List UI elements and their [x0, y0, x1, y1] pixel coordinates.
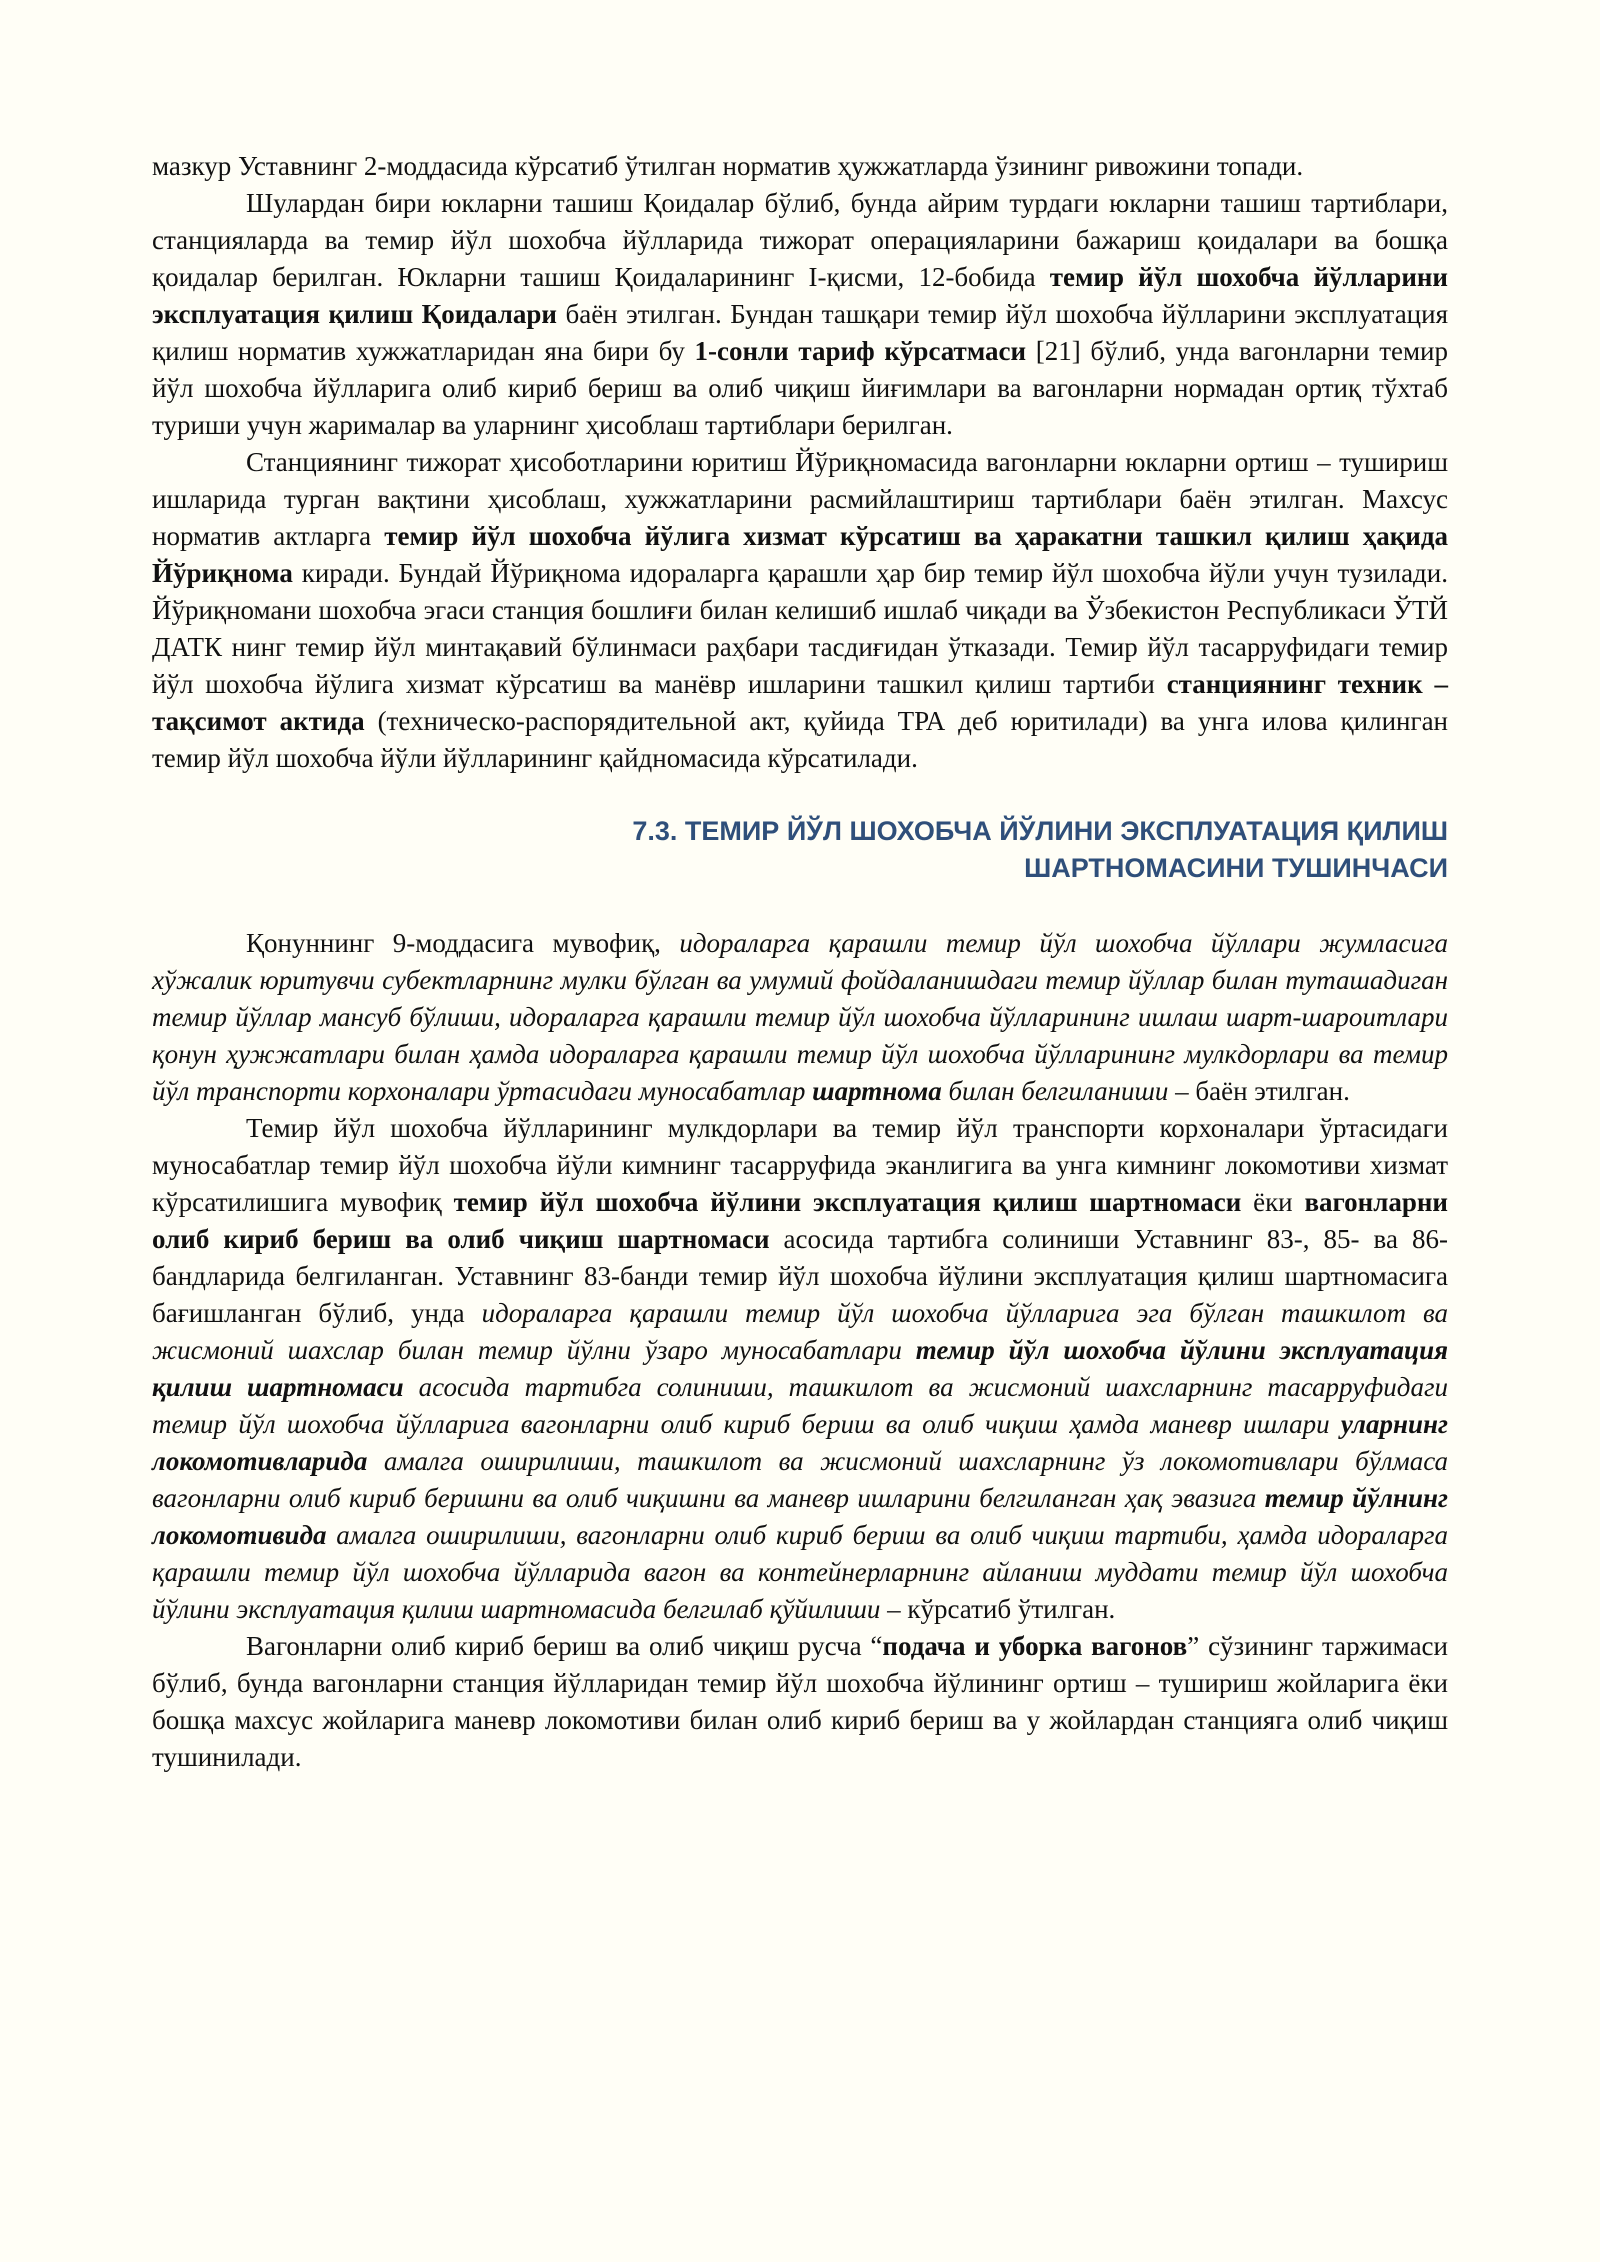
- paragraph-law-article: [152, 925, 1448, 1110]
- text: киради. Бундай Йўриқнома идораларга қарашли ҳар бир темир йўл шохобча йўли учун тузилади. Йўриқномани шохобча эгаси станция бошлиғи билан келишиб ишлаб чиқади ва Ўзбекистон Республикаси ЎТЙ ДАТК нинг темир йўл минтақавий бўлинмаси раҳбари тасдиғидан ўтказади. Темир йўл тасарруфидаги темир йўл шохобча йўлига хизмат кўрсатиш ва манёвр ишларини ташкил қилиш тартиби: [152, 558, 1448, 699]
- paragraph-intro: [152, 148, 1448, 185]
- text: асосида тартибга солиниши Уставнинг 83-, 85- ва 86-бандларида белгиланган. Уставнинг 83-банди темир йўл шохобча йўлини эксплуатация қилиш шартномасига бағишланган бўлиб, унда: [152, 1224, 1448, 1328]
- text: Вагонларни олиб кириб бериш ва олиб чиқиш русча “: [246, 1631, 883, 1661]
- section-heading-line1: 7.3. ТЕМИР ЙЎЛ ШОХОБЧА ЙЎЛИНИ ЭКСПЛУАТАЦИЯ ҚИЛИШ: [632, 816, 1448, 846]
- text: – кўрсатиб ўтилган.: [880, 1594, 1116, 1624]
- bold-italic-term: шартнома: [812, 1076, 942, 1106]
- text: Станциянинг тижорат ҳисоботларини юритиш Йўриқномасида вагонларни юкларни ортиш – тушириш ишларида турган вақтини ҳисоблаш, хужжатларини расмийлаштириш тартиблари баён этилган. Махсус норматив актларга: [152, 447, 1448, 551]
- text: Қонуннинг 9-моддасига мувофиқ,: [246, 928, 680, 958]
- italic-text: идораларга қарашли темир йўл шохобча йўлларига эга бўлган ташкилот ва жисмоний шахслар билан темир йўлни ўзаро муносабатлари: [152, 1298, 1448, 1365]
- bold-term: темир йўл шохобча йўлларини эксплуатация қилиш Қоидалари: [152, 262, 1448, 329]
- bold-term: 1-сонли тариф кўрсатмаси: [694, 336, 1027, 366]
- text: ” сўзининг таржимаси бўлиб, бунда вагонларни станция йўлларидан темир йўл шохобча йўлининг ортиш – тушириш жойларига ёки бошқа махсус жойларига маневр локомотиви билан олиб кириб бериш ва у жойлардан станцияга олиб чиқиш тушинилади.: [152, 1631, 1448, 1772]
- text: – баён этилган.: [1168, 1076, 1350, 1106]
- bold-italic-term: темир йўл шохобча йўлини эксплуатация қилиш шартномаси: [152, 1335, 1449, 1402]
- bold-term: вагонларни олиб кириб бериш ва олиб чиқиш шартномаси: [152, 1187, 1448, 1254]
- paragraph-contracts: [152, 1110, 1448, 1628]
- bold-italic-term: темир йўлнинг локомотивида: [152, 1483, 1448, 1550]
- text: Шулардан бири юкларни ташиш Қоидалар бўлиб, бунда айрим турдаги юкларни ташиш тартиблари, станцияларда ва темир йўл шохобча йўлларида тижорат операцияларини бажариш қоидалари ва бошқа қоидалар берилган. Юкларни ташиш Қоидаларининг I-қисми, 12-бобида: [152, 188, 1448, 292]
- italic-text: билан белгиланиши: [941, 1076, 1169, 1106]
- bold-term: подача и уборка вагонов: [882, 1631, 1188, 1661]
- paragraph-instructions: [152, 444, 1448, 777]
- text: [21] бўлиб, унда вагонларни темир йўл шохобча йўлларига олиб кириб бериш ва олиб чиқиш йиғимлари ва вагонларни нормадан ортиқ тўхтаб туриши учун жарималар ва уларнинг ҳисоблаш тартиблари берилган.: [152, 336, 1449, 440]
- italic-text: амалга оширилиши, вагонларни олиб кириб бериш ва олиб чиқиш тартиби, ҳамда идораларга қарашли темир йўл шохобча йўлларида вагон ва контейнерларнинг айланиш муддати темир йўл шохобча йўлини эксплуатация қилиш шартномасида белгилаб қўйилиши: [152, 1520, 1448, 1624]
- text: баён этилган. Бундан ташқари темир йўл шохобча йўлларини эксплуатация қилиш норматив хужжатларидан яна бири бу: [152, 299, 1448, 366]
- paragraph-cargo-rules: [152, 185, 1448, 444]
- italic-text: асосида тартибга солиниши, ташкилот ва жисмоний шахсларнинг тасарруфидаги темир йўл шохобча йўлларига вагонларни олиб кириб бериш ва олиб чиқиш ҳамда маневр ишлари: [152, 1372, 1448, 1439]
- bold-italic-term: уларнинг локомотивларида: [152, 1409, 1448, 1476]
- paragraph-wagon-delivery: [152, 1628, 1448, 1776]
- section-heading-line2: ШАРТНОМАСИНИ ТУШИНЧАСИ: [1024, 853, 1448, 883]
- document-page: [152, 148, 1448, 1776]
- bold-term: темир йўл шохобча йўлини эксплуатация қилиш шартномаси: [453, 1187, 1242, 1217]
- bold-term: темир йўл шохобча йўлига хизмат кўрсатиш ва ҳаракатни ташкил қилиш ҳақида Йўриқнома: [152, 521, 1448, 588]
- text: ёки: [1241, 1187, 1305, 1217]
- bold-term: станциянинг техник – тақсимот актида: [152, 669, 1448, 736]
- text: Темир йўл шохобча йўлларининг мулкдорлари ва темир йўл транспорти корхоналари ўртасидаги муносабатлар темир йўл шохобча йўли кимнинг тасарруфида эканлигига ва унга кимнинг локомотиви хизмат кўрсатилишига мувофиқ: [152, 1113, 1448, 1217]
- section-heading: [152, 813, 1448, 887]
- text: мазкур Уставнинг 2-моддасида кўрсатиб ўтилган норматив ҳужжатларда ўзининг ривожини топади.: [152, 151, 1304, 181]
- text: (техническо-распорядительной акт, қуйида ТРА деб юритилади) ва унга илова қилинган темир йўл шохобча йўли йўлларининг қайдномасида кўрсатилади.: [152, 706, 1448, 773]
- italic-text: амалга оширилиши, ташкилот ва жисмоний шахсларнинг ўз локомотивлари бўлмаса вагонларни олиб кириб беришни ва олиб чиқишни ва маневр ишларини белгиланган ҳақ эвазига: [152, 1446, 1448, 1513]
- italic-text: идораларга қарашли темир йўл шохобча йўллари жумласига хўжалик юритувчи субектларнинг мулки бўлган ва умумий фойдаланишдаги темир йўллар билан туташадиган темир йўллар мансуб бўлиши, идораларга қарашли темир йўл шохобча йўлларининг ишлаш шарт-шароитлари қонун ҳужжатлари билан ҳамда идораларга қарашли темир йўл шохобча йўлларининг мулкдорлари ва темир йўл транспорти корхоналари ўртасидаги муносабатлар: [152, 928, 1448, 1106]
